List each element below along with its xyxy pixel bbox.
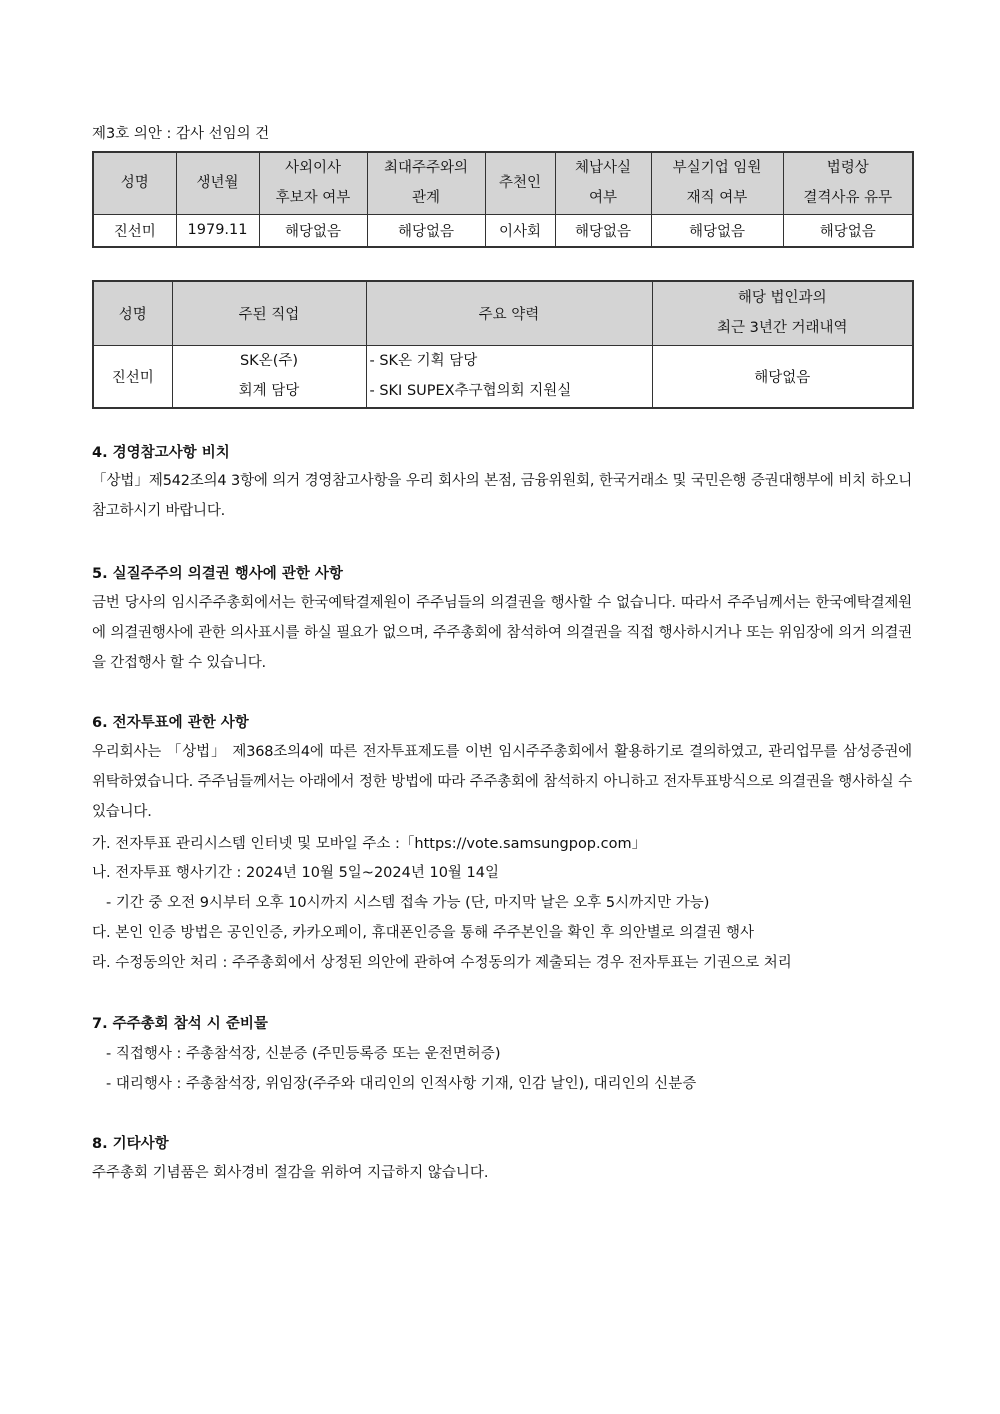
section-body: 금번 당사의 임시주주총회에서는 한국예탁결제원이 주주님들의 의결권을 행사할 수 없습니다. 따라서 주주님께서는 한국예탁결제원에 의결권행사에 관한 의사표시를 하실 필요가 없으며, 주주총회에 참석하여 의결권을 직접 행사하시거나 또는 위임장에 의거 의결권을 간접행사 할 수 있습니다. [92, 595, 912, 671]
list-item: 가. 전자투표 관리시스템 인터넷 및 모바일 주소 :「https://vote.samsungpop.com」 [92, 836, 647, 852]
table-cell: 해당없음 [783, 214, 913, 247]
table-cell: 해당없음 [651, 214, 783, 247]
list-item: 나. 전자투표 행사기간 : 2024년 10월 5일~2024년 10월 14일 [92, 865, 500, 881]
table-header-row [93, 152, 913, 214]
list-item: 다. 본인 인증 방법은 공인인증, 카카오페이, 휴대폰인증을 통해 주주본인을 확인 후 의안별로 의결권 행사 [92, 925, 755, 941]
table-cell: 해당없음 [555, 214, 651, 247]
header-cell: 성명 [93, 152, 176, 214]
table-cell [366, 345, 652, 408]
table-cell: 이사회 [485, 214, 555, 247]
list-item: 라. 수정동의안 처리 : 주주총회에서 상정된 의안에 관하여 수정동의가 제출되는 경우 전자투표는 기권으로 처리 [92, 955, 792, 971]
section-body: 「상법」제542조의4 3항에 의거 경영참고사항을 우리 회사의 본점, 금융위원회, 한국거래소 및 국민은행 증권대행부에 비치 하오니 참고하시기 바랍니다. [92, 473, 912, 519]
table-cell [172, 345, 366, 408]
table-cell: 해당없음 [259, 214, 367, 247]
table-cell: 해당없음 [652, 345, 913, 408]
header-cell: 성명 [93, 281, 172, 345]
section-heading: 4. 경영참고사항 비치 [92, 445, 230, 461]
list-item: - 대리행사 : 주총참석장, 위임장(주주와 대리인의 인적사항 기재, 인감 날인), 대리인의 신분증 [106, 1076, 697, 1092]
header-cell: 최대주주와의 관계 [367, 152, 485, 214]
career-line: - SKI SUPEX추구협의회 지원실 [369, 383, 572, 400]
table-cell: 1979.11 [176, 214, 259, 247]
list-item: - 기간 중 오전 9시부터 오후 10시까지 시스템 접속 가능 (단, 마지막 날은 오후 5시까지만 가능) [106, 895, 710, 911]
auditor-career-table [92, 280, 914, 409]
table-header-row [93, 281, 913, 345]
table-row [93, 214, 913, 247]
job-line: SK온(주) [239, 353, 299, 370]
auditor-candidate-table [92, 151, 914, 248]
section-heading: 5. 실질주주의 의결권 행사에 관한 사항 [92, 566, 343, 582]
agenda-title: 제3호 의안 : 감사 선임의 건 [92, 126, 270, 142]
table-cell: 해당없음 [367, 214, 485, 247]
section-body: 우리회사는 「상법」 제368조의4에 따른 전자투표제도를 이번 임시주주총회에서 활용하기로 결의하였고, 관리업무를 삼성증권에 위탁하였습니다. 주주님들께서는 아래에서 정한 방법에 따라 주주총회에 참석하지 아니하고 전자투표방식으로 의결권을 행사하실 수 있습니다. [92, 744, 912, 820]
header-cell: 법령상 결격사유 유무 [783, 152, 913, 214]
table-cell: 진선미 [93, 214, 176, 247]
table-cell: 진선미 [93, 345, 172, 408]
section-body: 주주총회 기념품은 회사경비 절감을 위하여 지급하지 않습니다. [92, 1165, 489, 1181]
header-cell: 주된 직업 [172, 281, 366, 345]
career-line: - SK온 기획 담당 [369, 353, 478, 370]
section-heading: 8. 기타사항 [92, 1136, 169, 1152]
header-cell: 생년월 [176, 152, 259, 214]
header-cell: 해당 법인과의 최근 3년간 거래내역 [652, 281, 913, 345]
header-cell: 체납사실 여부 [555, 152, 651, 214]
header-cell: 사외이사 후보자 여부 [259, 152, 367, 214]
table-row [93, 345, 913, 408]
header-cell: 추천인 [485, 152, 555, 214]
header-cell: 주요 약력 [366, 281, 652, 345]
header-cell: 부실기업 임원 재직 여부 [651, 152, 783, 214]
job-line: 회계 담당 [238, 383, 300, 400]
section-heading: 6. 전자투표에 관한 사항 [92, 715, 249, 731]
list-item: - 직접행사 : 주총참석장, 신분증 (주민등록증 또는 운전면허증) [106, 1046, 501, 1062]
section-heading: 7. 주주총회 참석 시 준비물 [92, 1016, 268, 1032]
